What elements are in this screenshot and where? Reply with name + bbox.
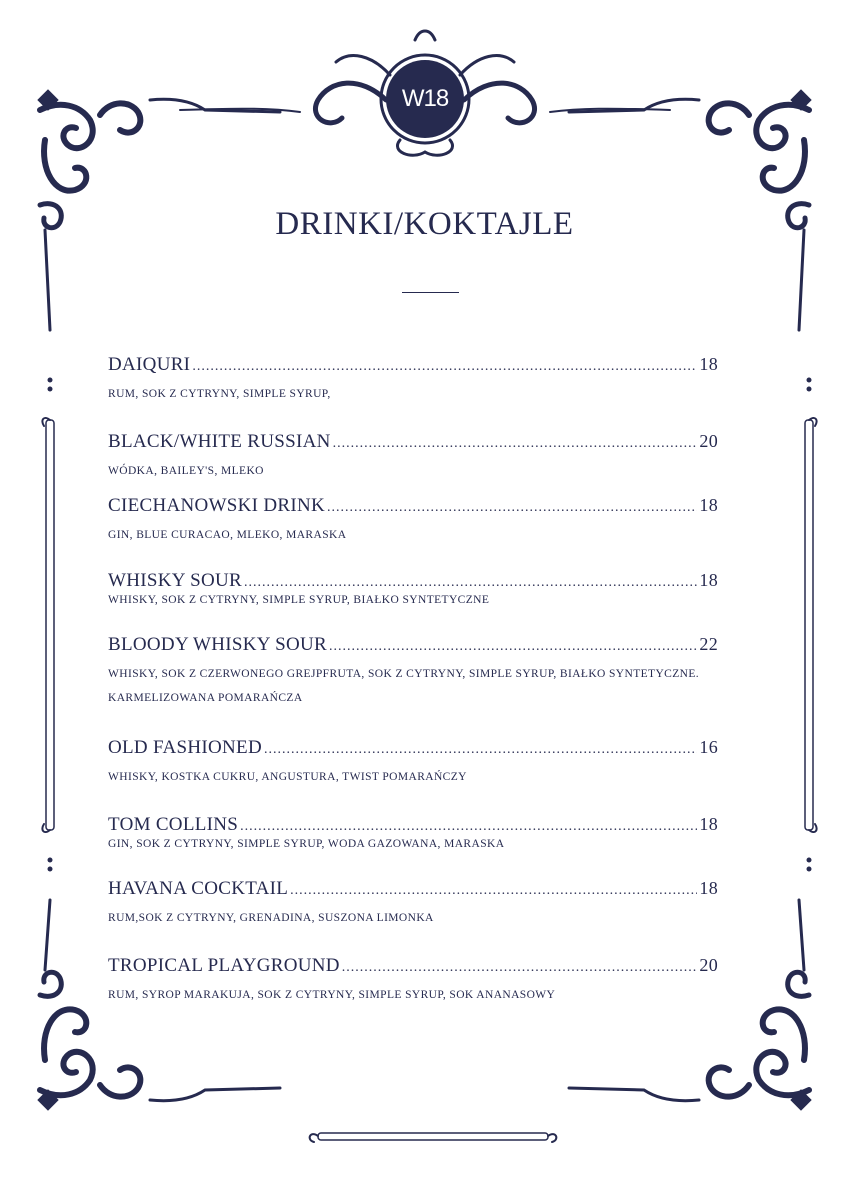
item-ingredients: GIN, BLUE CURACAO, MLEKO, MARASKA bbox=[108, 529, 347, 541]
corner-ornament-bottom-left bbox=[38, 900, 280, 1110]
item-name: TROPICAL PLAYGROUND bbox=[108, 955, 340, 976]
logo-text: W18 bbox=[401, 85, 449, 112]
item-name: CIECHANOWSKI DRINK bbox=[108, 495, 326, 516]
menu-item bbox=[108, 570, 718, 606]
item-price: 22 bbox=[699, 634, 718, 654]
item-price: 18 bbox=[699, 354, 718, 374]
item-price: 18 bbox=[699, 878, 718, 898]
menu-item bbox=[108, 634, 718, 704]
menu-item bbox=[108, 495, 718, 541]
item-name: DAIQURI bbox=[108, 354, 191, 375]
corner-ornament-bottom-right bbox=[569, 900, 811, 1110]
item-price: 20 bbox=[699, 955, 718, 975]
item-price: 18 bbox=[699, 495, 718, 515]
menu-item bbox=[108, 354, 718, 400]
item-price: 16 bbox=[699, 737, 718, 757]
item-ingredients: WÓDKA, BAILEY'S, MLEKO bbox=[108, 465, 264, 477]
title-divider bbox=[402, 292, 459, 293]
item-name: HAVANA COCKTAIL bbox=[108, 878, 289, 899]
dot-leader bbox=[244, 575, 697, 591]
dot-leader bbox=[329, 639, 697, 655]
item-ingredients-continued: KARMELIZOWANA POMARAŃCZA bbox=[108, 692, 303, 704]
dot-leader bbox=[240, 819, 697, 835]
item-name: TOM COLLINS bbox=[108, 814, 239, 835]
item-price: 20 bbox=[699, 431, 718, 451]
item-ingredients: WHISKY, SOK Z CZERWONEGO GREJPFRUTA, SOK Z CYTRYNY, SIMPLE SYRUP, BIAŁKO SYNTETYCZNE. bbox=[108, 668, 700, 680]
item-price: 18 bbox=[699, 814, 718, 834]
menu-item bbox=[108, 814, 718, 850]
item-name: OLD FASHIONED bbox=[108, 737, 262, 758]
dot-leader bbox=[327, 500, 697, 516]
dot-leader bbox=[333, 436, 698, 452]
left-side-scroll bbox=[42, 418, 54, 832]
logo-badge bbox=[386, 60, 464, 138]
item-name: BLACK/WHITE RUSSIAN bbox=[108, 431, 331, 452]
bottom-scroll bbox=[310, 1133, 557, 1142]
menu-item bbox=[108, 737, 718, 783]
item-ingredients: RUM, SYROP MARAKUJA, SOK Z CYTRYNY, SIMPLE SYRUP, SOK ANANASOWY bbox=[108, 989, 556, 1001]
menu-item bbox=[108, 878, 718, 924]
page-title: DRINKI/KOKTAJLE bbox=[275, 206, 574, 242]
item-ingredients: WHISKY, SOK Z CYTRYNY, SIMPLE SYRUP, BIAŁKO SYNTETYCZNE bbox=[108, 594, 490, 606]
item-price: 18 bbox=[699, 570, 718, 590]
item-ingredients: GIN, SOK Z CYTRYNY, SIMPLE SYRUP, WODA GAZOWANA, MARASKA bbox=[108, 838, 505, 850]
item-ingredients: RUM, SOK Z CYTRYNY, SIMPLE SYRUP, bbox=[108, 388, 331, 400]
item-name: BLOODY WHISKY SOUR bbox=[108, 634, 327, 655]
dot-leader bbox=[290, 883, 697, 899]
menu-item bbox=[108, 431, 718, 477]
item-ingredients: RUM,SOK Z CYTRYNY, GRENADINA, SUSZONA LIMONKA bbox=[108, 912, 434, 924]
menu-item bbox=[108, 955, 718, 1001]
item-ingredients: WHISKY, KOSTKA CUKRU, ANGUSTURA, TWIST POMARAŃCZY bbox=[108, 771, 467, 783]
dot-leader bbox=[192, 359, 697, 375]
item-name: WHISKY SOUR bbox=[108, 570, 243, 591]
dot-leader bbox=[342, 960, 698, 976]
dot-leader bbox=[264, 742, 697, 758]
right-side-scroll bbox=[805, 418, 817, 832]
